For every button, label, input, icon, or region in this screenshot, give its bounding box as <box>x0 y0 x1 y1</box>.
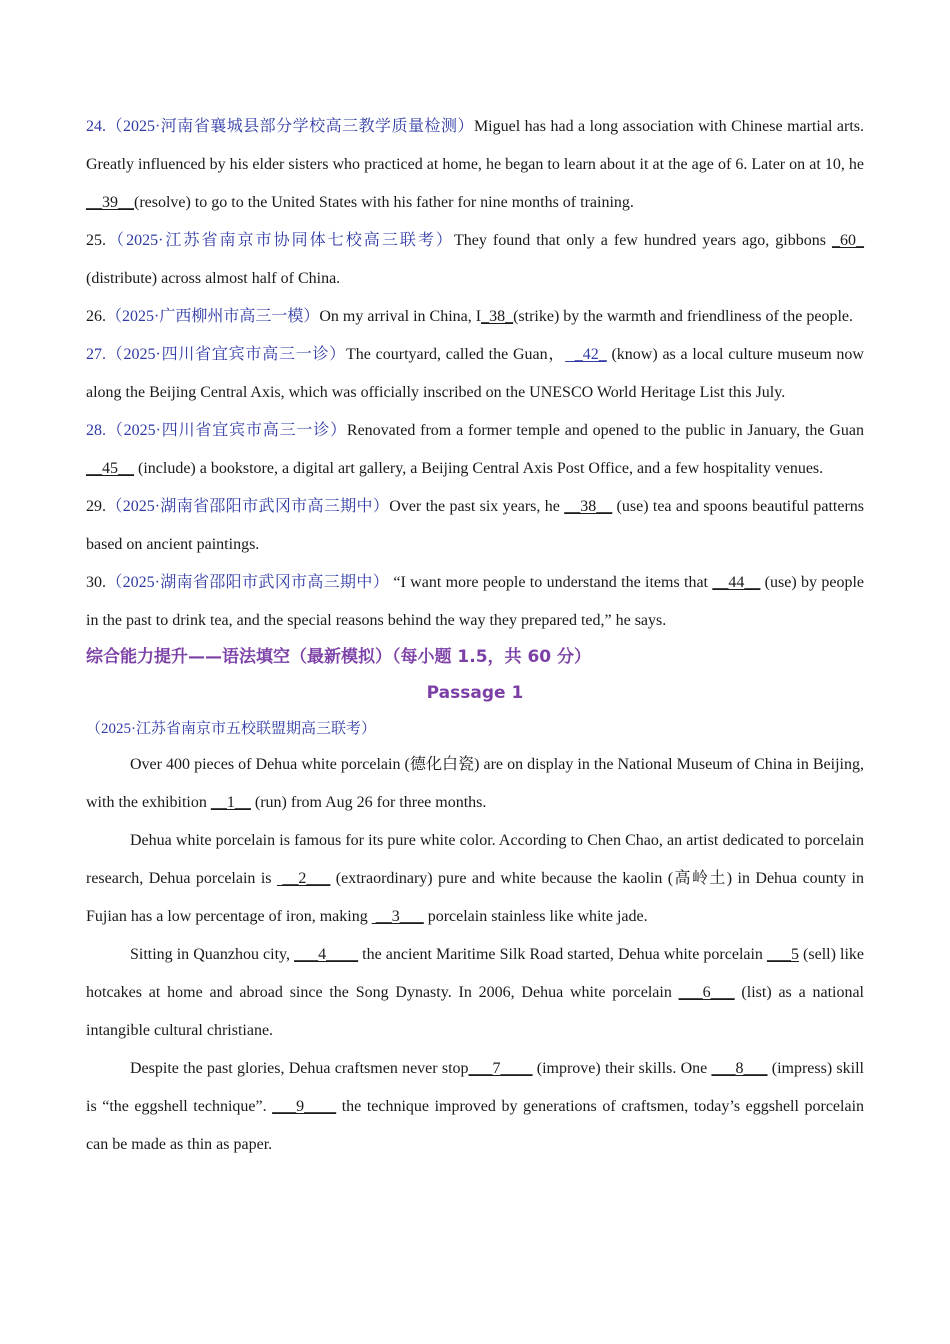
passage-paragraph-2 <box>86 822 864 936</box>
question-source: （2025·湖南省邵阳市武冈市高三期中） <box>106 498 390 515</box>
answer-blank: __3___ <box>371 908 424 925</box>
answer-blank: __38__ <box>564 498 613 515</box>
question-text: Miguel has had a long association with Chinese martial arts. Greatly influenced by his elder sisters who practiced at home, he began to learn about it at the age of 6. Later on at 10, he <box>86 118 864 173</box>
question-number: 29. <box>86 498 106 515</box>
paragraph-text: (extraordinary) pure and white because the kaolin (高岭土) in Dehua county in Fujian has a low percentage of iron, making <box>86 870 864 925</box>
section-title: 综合能力提升——语法填空（最新模拟）（每小题 1.5，共 60 分） <box>86 647 592 667</box>
answer-blank: ___4____ <box>294 946 359 963</box>
question-number: 28. <box>86 422 106 439</box>
answer-blank: __2___ <box>276 870 331 887</box>
answer-blank: ___8___ <box>711 1060 768 1077</box>
question-source: （2025·河南省襄城县部分学校高三教学质量检测） <box>106 118 474 135</box>
question-number: 27. <box>86 346 106 363</box>
paragraph-text: the technique improved by generations of craftsmen, today’s eggshell porcelain can be made as thin as paper. <box>86 1098 865 1153</box>
paragraph-text: Dehua white porcelain is famous for its pure white color. According to Chen Chao, an artist dedicated to porcelain research, Dehua porcelain is <box>86 832 864 887</box>
answer-blank: ___6___ <box>678 984 735 1001</box>
answer-blank: ___7____ <box>468 1060 533 1077</box>
question-25 <box>86 222 864 298</box>
paragraph-text: Despite the past glories, Dehua craftsmen never stop <box>130 1060 469 1077</box>
paragraph-text: (impress) skill is “the eggshell technique”. <box>86 1060 864 1115</box>
question-text: (include) a bookstore, a digital art gallery, a Beijing Central Axis Post Office, and a few hospitality venues. <box>134 460 824 477</box>
paragraph-text: (improve) their skills. One <box>532 1060 712 1077</box>
question-text: “I want more people to understand the items that <box>389 574 713 591</box>
question-text: Renovated from a former temple and opened to the public in January, the Guan <box>346 422 864 439</box>
answer-blank: __44__ <box>712 574 761 591</box>
answer-blank: __45__ <box>86 460 134 477</box>
paragraph-text: Over 400 pieces of Dehua white porcelain (德化白瓷) are on display in the National Museum of China in Beijing, with the exhibition <box>86 756 864 811</box>
question-number: 25. <box>86 232 106 249</box>
paragraph-text: (list) as a national intangible cultural christiane. <box>86 984 864 1039</box>
answer-blank: ___9____ <box>272 1098 337 1115</box>
paragraph-text: Sitting in Quanzhou city, <box>130 946 295 963</box>
question-source: （2025·四川省宜宾市高三一诊） <box>106 422 347 439</box>
answer-blank: _60_ <box>832 232 864 249</box>
question-source: （2025·湖南省邵阳市武冈市高三期中） <box>106 574 390 591</box>
passage-source: （2025·江苏省南京市五校联盟期高三联考） <box>86 721 376 737</box>
question-text: (resolve) to go to the United States with his father for nine months of training. <box>134 194 634 211</box>
answer-blank: _38_ <box>481 308 514 325</box>
question-number: 24. <box>86 118 106 135</box>
document-page <box>86 108 864 1164</box>
question-text: The courtyard, called the Guan， <box>346 346 566 363</box>
question-text: On my arrival in China, I <box>319 308 482 325</box>
question-27 <box>86 336 864 412</box>
passage-paragraph-1 <box>86 746 864 822</box>
question-text: (use) by people in the past to drink tea, and the special reasons behind the way they prepared ted,” he says. <box>86 574 864 629</box>
paragraph-text: the ancient Maritime Silk Road started, Dehua white porcelain <box>358 946 767 963</box>
paragraph-text: (sell) like hotcakes at home and abroad since the Song Dynasty. In 2006, Dehua white porcelain <box>86 946 864 1001</box>
question-text: (distribute) across almost half of China. <box>86 270 341 287</box>
question-source: （2025·广西柳州市高三一模） <box>106 308 320 325</box>
question-number: 26. <box>86 308 106 325</box>
question-text: (use) tea and spoons beautiful patterns based on ancient paintings. <box>86 498 864 553</box>
passage-title: Passage 1 <box>426 683 524 703</box>
question-26 <box>86 298 864 336</box>
question-28 <box>86 412 864 488</box>
answer-blank: _42_ <box>565 346 607 363</box>
question-text: (know) as a local culture museum now along the Beijing Central Axis, which was officially inscribed on the UNESCO World Heritage List this July. <box>86 346 864 401</box>
question-30 <box>86 564 864 640</box>
question-text: Over the past six years, he <box>389 498 565 515</box>
answer-blank: ___5 <box>767 946 799 963</box>
question-number: 30. <box>86 574 106 591</box>
passage-paragraph-4 <box>86 1050 864 1164</box>
question-29 <box>86 488 864 564</box>
answer-blank: __39__ <box>86 194 134 211</box>
question-text: They found that only a few hundred years ago, gibbons <box>453 232 832 249</box>
question-source: （2025·四川省宜宾市高三一诊） <box>106 346 347 363</box>
question-text: (strike) by the warmth and friendliness of the people. <box>513 308 853 325</box>
paragraph-text: porcelain stainless like white jade. <box>423 908 648 925</box>
paragraph-text: (run) from Aug 26 for three months. <box>250 794 487 811</box>
answer-blank: __1__ <box>210 794 251 811</box>
question-24 <box>86 108 864 222</box>
passage-paragraph-3 <box>86 936 864 1050</box>
question-source: （2025·江苏省南京市协同体七校高三联考） <box>106 232 454 249</box>
